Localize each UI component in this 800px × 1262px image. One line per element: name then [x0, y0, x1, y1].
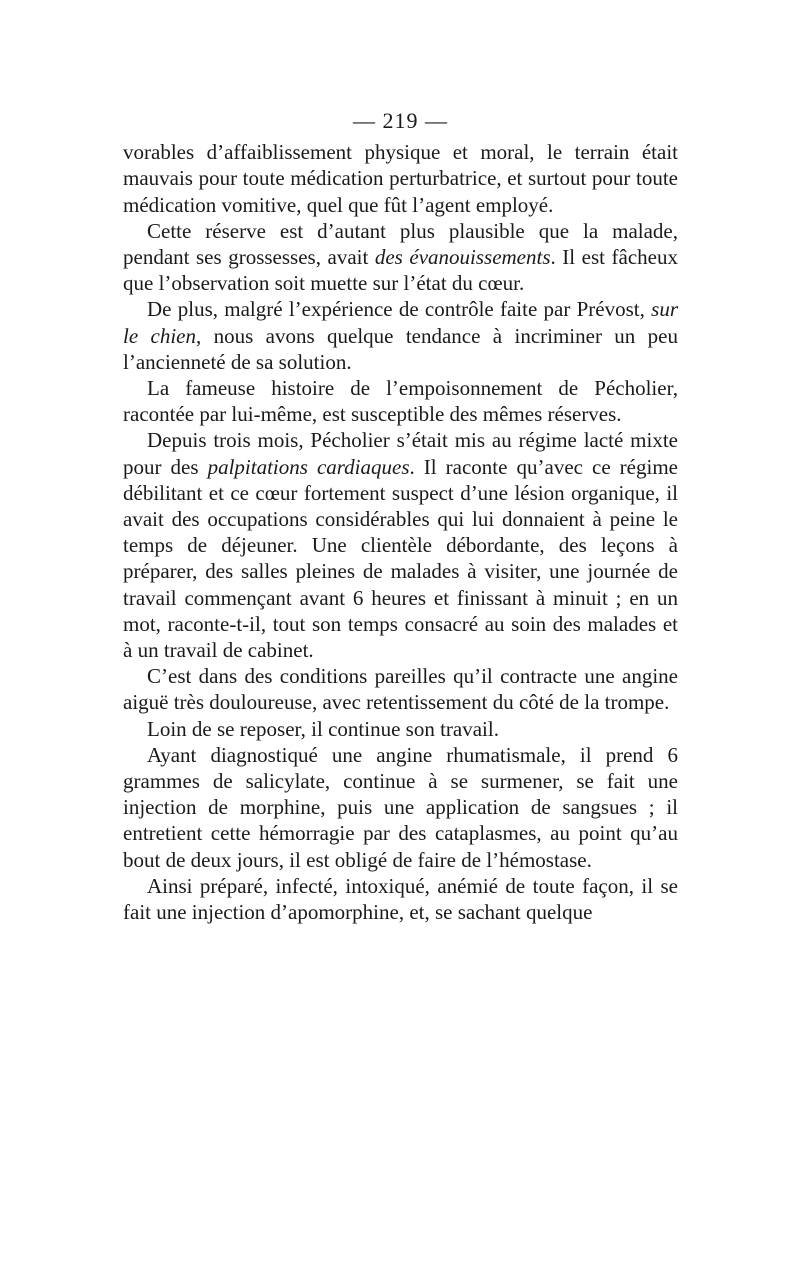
paragraph-text: La fameuse histoire de l’empoisonnement de Pécholier, racontée par lui-même, est susceptible des mêmes réserves.	[123, 376, 678, 427]
paragraph-text: Depuis trois mois, Pécholier s’était mis au régime lacté mixte pour des	[123, 428, 678, 479]
italic-phrase: des évanouissements	[374, 245, 551, 270]
paragraph-text: Cette réserve est d’autant plus plausible que la malade, pendant ses grossesses, avait	[123, 218, 678, 270]
paragraph-text: . Il est fâcheux que l’observation soit muette sur l’état du cœur.	[123, 245, 678, 296]
paragraph-text: Loin de se reposer, il continue son travail.	[147, 716, 499, 741]
paragraph	[123, 873, 678, 925]
paragraph-text: . Il raconte qu’avec ce régime débilitant et ce cœur fortement suspect d’une lésion organique, il avait des occupations considérables qui lui donnaient à peine le temps de déjeuner. Une clientèle débordante, des leçons à préparer, des salles pleines de malades à visiter, une journée de travail commençant avant 6 heures et finissant à minuit ; en un mot, raconte-t-il, tout son temps consacré au soin des malades et à un travail de cabinet.	[123, 454, 678, 663]
paragraph	[123, 716, 678, 742]
paragraph-text: , nous avons quelque tendance à incriminer un peu l’ancienneté de sa solution.	[123, 323, 678, 374]
paragraph	[123, 218, 678, 297]
paragraph-text: De plus, malgré l’expérience de contrôle faite par Prévost,	[147, 297, 652, 322]
paragraph-text: Ainsi préparé, infecté, intoxiqué, anémié de toute façon, il se fait une injection d’apomorphine, et, se sachant quelque	[123, 873, 678, 925]
paragraph	[123, 427, 678, 663]
paragraph	[123, 139, 678, 218]
paragraph	[123, 375, 678, 427]
paragraph-text: C’est dans des conditions pareilles qu’il contracte une angine aiguë très douloureuse, avec retentissement du côté de la trompe.	[123, 664, 678, 715]
italic-phrase: palpitations cardiaques	[207, 454, 410, 479]
paragraph-text: vorables d’affaiblissement physique et moral, le terrain était mauvais pour toute médication perturbatrice, et surtout pour toute médication vomitive, quel que fût l’agent employé.	[123, 140, 678, 217]
paragraph-text: Ayant diagnostiqué une angine rhumatismale, il prend 6 grammes de salicylate, continue à se surmener, se fait une injection de morphine, puis une application de sangsues ; il entretient cette hémorragie par des cataplasmes, au point qu’au bout de deux jours, il est obligé de faire de l’hémostase.	[123, 742, 678, 872]
paragraph	[123, 742, 678, 873]
italic-phrase: sur le chien	[123, 297, 678, 348]
page-number: — 219 —	[353, 108, 448, 133]
paragraph	[123, 296, 678, 375]
book-page	[123, 108, 678, 925]
paragraph	[123, 663, 678, 715]
